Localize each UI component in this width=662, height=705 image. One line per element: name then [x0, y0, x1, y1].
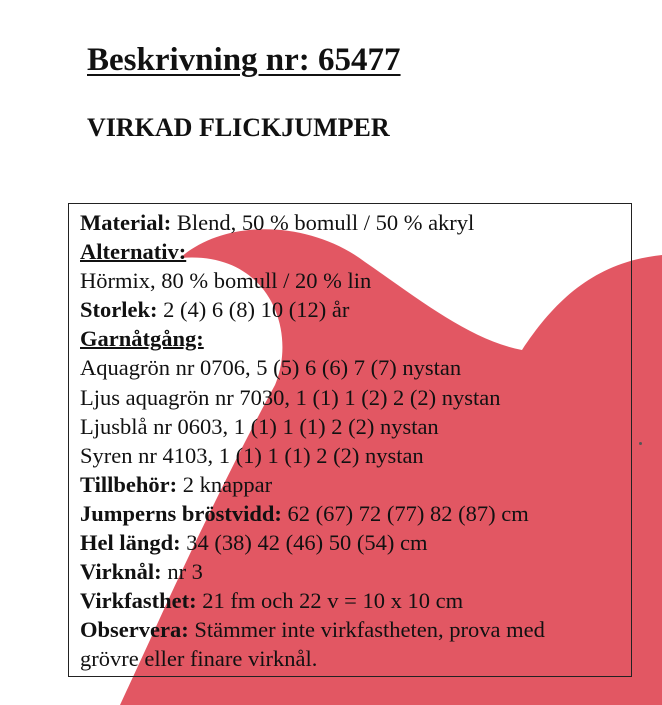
- alternativ-heading-line: [80, 237, 631, 266]
- yarn-line: [80, 412, 631, 441]
- virknal-value: nr 3: [161, 559, 203, 585]
- document-subtitle: VIRKAD FLICKJUMPER: [87, 113, 390, 142]
- observera-value: Stämmer inte virkfastheten, prova med: [188, 617, 545, 643]
- langd-value: 34 (38) 42 (46) 50 (54) cm: [180, 530, 428, 556]
- langd-label: Hel längd:: [80, 530, 181, 556]
- observera-line-2: [80, 644, 631, 673]
- garnatgang-heading-line: [80, 324, 631, 353]
- virkfasthet-line: [80, 586, 631, 615]
- alternativ-value-line: [80, 266, 631, 295]
- observera-label: Observera:: [80, 617, 189, 643]
- tillbehor-label: Tillbehör:: [80, 471, 178, 497]
- tillbehor-line: [80, 470, 631, 499]
- material-label: Material:: [80, 210, 172, 235]
- yarn-ljus-aquagron: Ljus aquagrön nr 7030, 1 (1) 1 (2) 2 (2) nystan: [80, 384, 501, 410]
- virkfasthet-value: 21 fm och 22 v = 10 x 10 cm: [196, 588, 464, 614]
- storlek-label: Storlek:: [80, 297, 158, 323]
- virknal-label: Virknål:: [80, 559, 162, 585]
- brostvidd-line: [80, 499, 631, 528]
- yarn-aquagron: Aquagrön nr 0706, 5 (5) 6 (6) 7 (7) nystan: [80, 355, 462, 381]
- material-value: Blend, 50 % bomull / 50 % akryl: [171, 210, 475, 235]
- brostvidd-label: Jumperns bröstvidd:: [80, 500, 282, 526]
- tillbehor-value: 2 knappar: [177, 471, 273, 497]
- storlek-line: [80, 295, 631, 324]
- yarn-ljusbla: Ljusblå nr 0603, 1 (1) 1 (1) 2 (2) nystan: [80, 413, 439, 439]
- pattern-info-box: [68, 203, 632, 677]
- garnatgang-label: Garnåtgång:: [80, 326, 204, 352]
- yarn-line: [80, 383, 631, 412]
- alternativ-label: Alternativ:: [80, 239, 187, 265]
- yarn-syren: Syren nr 4103, 1 (1) 1 (1) 2 (2) nystan: [80, 442, 424, 468]
- material-line: [80, 208, 631, 237]
- virknal-line: [80, 557, 631, 586]
- observera-line: [80, 615, 631, 644]
- yarn-line: [80, 353, 631, 382]
- observera-value-2: grövre eller finare virknål.: [80, 646, 318, 672]
- alternativ-value: Hörmix, 80 % bomull / 20 % lin: [80, 268, 372, 294]
- document-title: Beskrivning nr: 65477: [87, 42, 401, 78]
- yarn-line: [80, 441, 631, 470]
- langd-line: [80, 528, 631, 557]
- brostvidd-value: 62 (67) 72 (77) 82 (87) cm: [281, 500, 529, 526]
- storlek-value: 2 (4) 6 (8) 10 (12) år: [157, 297, 350, 323]
- scan-speck: [639, 442, 642, 445]
- virkfasthet-label: Virkfasthet:: [80, 588, 197, 614]
